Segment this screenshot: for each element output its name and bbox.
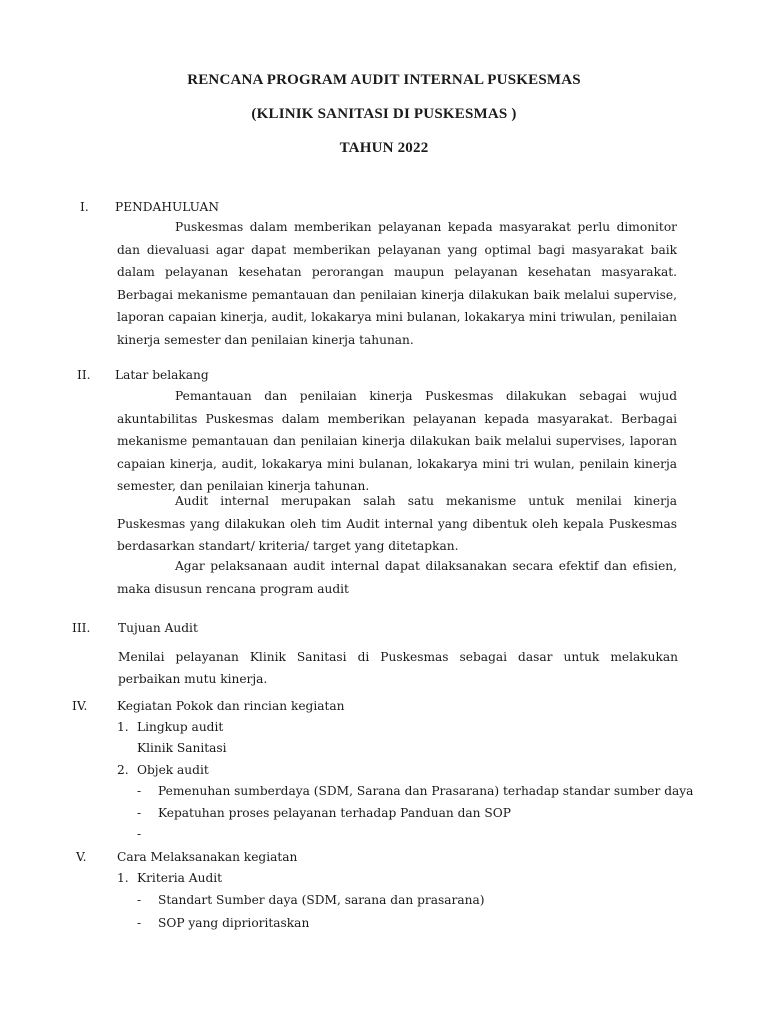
section-4-bullet-dash: - bbox=[137, 827, 142, 841]
section-3-number: III. bbox=[72, 621, 91, 635]
section-4-item-1-number: 1. bbox=[117, 720, 129, 734]
section-4-bullet-dash: - bbox=[137, 806, 142, 820]
section-1-paragraph-text: Puskesmas dalam memberikan pelayanan kepada masyarakat perlu dimonitor dan dievaluasi agar dapat memberikan pelayanan yang optimal bagi masyarakat baik dalam pelayanan kesehatan perorangan maupun pelayanan kesehatan masyarakat. Berbagai mekanisme pemantauan dan penilaian kinerja dilakukan baik melalui supervise, laporan capaian kinerja, audit, lokakarya mini bulanan, lokakarya mini triwulan, penilaian kinerja semester dan penilaian kinerja tahunan. bbox=[117, 220, 677, 347]
section-4-item-2-label: Objek audit bbox=[137, 763, 209, 777]
section-4-bullet-1: Pemenuhan sumberdaya (SDM, Sarana dan Prasarana) terhadap standar sumber daya bbox=[158, 784, 694, 798]
section-2-heading: Latar belakang bbox=[115, 368, 209, 382]
section-2-number: II. bbox=[77, 368, 91, 382]
section-3-paragraph: Menilai pelayanan Klinik Sanitasi di Puskesmas sebagai dasar untuk melakukan perbaikan mutu kinerja. bbox=[118, 650, 678, 686]
document-subtitle: (KLINIK SANITASI DI PUSKESMAS ) bbox=[251, 106, 517, 122]
section-4-item-1-label: Lingkup audit bbox=[137, 720, 224, 734]
section-2-paragraph-1 bbox=[117, 385, 677, 498]
section-4-bullet-dash: - bbox=[137, 784, 142, 798]
section-1-heading: PENDAHULUAN bbox=[115, 200, 220, 214]
section-2-paragraph-2 bbox=[117, 490, 677, 558]
section-5-bullet-dash: - bbox=[137, 893, 142, 907]
document-year: TAHUN 2022 bbox=[339, 140, 429, 156]
section-4-item-2-number: 2. bbox=[117, 763, 129, 777]
section-2-paragraph-3-text: Agar pelaksanaan audit internal dapat dilaksanakan secara efektif dan efisien, maka disusun rencana program audit bbox=[117, 559, 677, 596]
section-5-bullet-2: SOP yang diprioritaskan bbox=[158, 916, 310, 930]
section-2-paragraph-3 bbox=[117, 555, 677, 600]
document-title: RENCANA PROGRAM AUDIT INTERNAL PUSKESMAS bbox=[187, 72, 581, 88]
section-4-heading: Kegiatan Pokok dan rincian kegiatan bbox=[117, 699, 345, 713]
section-5-item-1-label: Kriteria Audit bbox=[137, 871, 223, 885]
section-2-paragraph-1-text: Pemantauan dan penilaian kinerja Puskesmas dilakukan sebagai wujud akuntabilitas Puskesmas dalam memberikan pelayanan kepada masyarakat. Berbagai mekanisme pemantauan dan penilaian kinerja dilakukan baik melalui supervises, laporan capaian kinerja, audit, lokakarya mini bulanan, lokakarya mini tri wulan, penilain kinerja semester, dan penilaian kinerja tahunan. bbox=[117, 389, 677, 493]
section-3-heading: Tujuan Audit bbox=[118, 621, 198, 635]
section-5-bullet-dash: - bbox=[137, 916, 142, 930]
section-5-heading: Cara Melaksanakan kegiatan bbox=[117, 850, 298, 864]
section-4-item-1-value: Klinik Sanitasi bbox=[137, 741, 227, 755]
section-5-item-1-number: 1. bbox=[117, 871, 129, 885]
section-5-bullet-1: Standart Sumber daya (SDM, sarana dan prasarana) bbox=[158, 893, 485, 907]
section-1-number: I. bbox=[80, 200, 89, 214]
section-1-paragraph bbox=[117, 216, 677, 351]
section-4-number: IV. bbox=[72, 699, 88, 713]
section-5-number: V. bbox=[76, 850, 87, 864]
section-2-paragraph-2-text: Audit internal merupakan salah satu mekanisme untuk menilai kinerja Puskesmas yang dilakukan oleh tim Audit internal yang dibentuk oleh kepala Puskesmas berdasarkan standart/ kriteria/ target yang ditetapkan. bbox=[117, 494, 677, 553]
section-4-bullet-2: Kepatuhan proses pelayanan terhadap Panduan dan SOP bbox=[158, 806, 511, 820]
